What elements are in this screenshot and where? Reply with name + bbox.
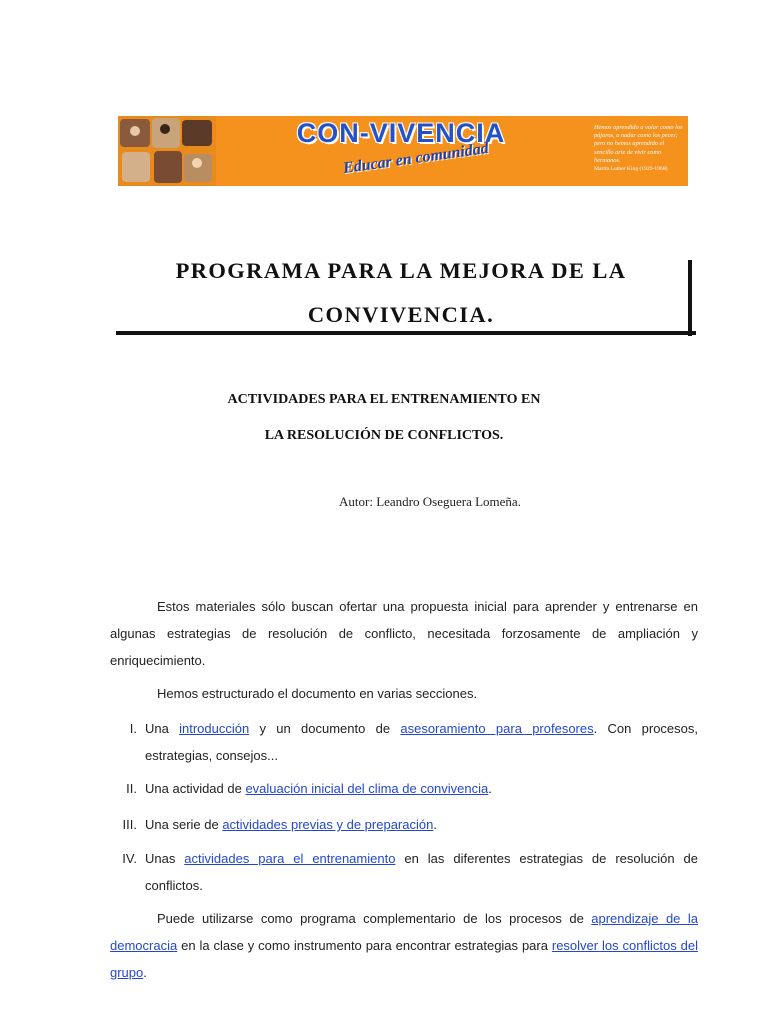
asesoramiento-link[interactable]: asesoramiento para profesores [400,721,594,736]
subtitle-line-1: ACTIVIDADES PARA EL ENTRENAMIENTO EN [227,392,541,407]
header-banner [118,116,688,186]
list-text: Una serie de actividades previas y de preparación. [145,817,437,832]
evaluacion-link[interactable]: evaluación inicial del clima de convivencia [245,781,489,796]
puzzle-photo-collage [118,116,216,186]
closing-paragraph: Puede utilizarse como programa complementario de los procesos de aprendizaje de la democracia en la clase y como instrumento para encontrar estrategias para resolver los conflictos del grupo. [110,911,698,980]
list-number: I. [129,721,137,736]
list-text: Unas actividades para el entrenamiento en las diferentes estrategias de resolución de conflictos. [145,851,699,893]
quote-author: Martin Luther King (1929-1968) [594,166,668,173]
list-text: Una actividad de evaluación inicial del clima de convivencia. [145,781,492,796]
title-border-right [688,260,692,336]
author-line: Autor: Leandro Oseguera Lomeña. [339,494,521,509]
document-title-line-2: CONVIVENCIA. [307,302,495,327]
banner-quote [594,124,684,173]
banner-subtitle: Educar en comunidad [342,139,490,178]
title-block [116,256,692,332]
subtitle-line-2: LA RESOLUCIÓN DE CONFLICTOS. [264,428,504,443]
title-border-bottom [116,331,696,335]
list-number: II. [126,781,137,796]
quote-text: Hemos aprendido a volar como los pájaros, a nadar como los peces; pero no hemos aprendido el sencillo arte de vivir como hermanos. [594,124,683,164]
structure-paragraph: Hemos estructurado el documento en varias secciones. [157,686,478,701]
actividades-previas-link[interactable]: actividades previas y de preparación [222,817,434,832]
banner-title: CON-VIVENCIA [296,118,506,148]
list-number: IV. [122,851,137,866]
list-number: III. [122,817,137,832]
actividades-entrenamiento-link[interactable]: actividades para el entrenamiento [184,851,396,866]
resolver-conflictos-link[interactable]: resolver los conflictos del grupo [110,938,698,980]
introduccion-link[interactable]: introducción [179,721,250,736]
aprendizaje-democracia-link[interactable]: aprendizaje de la democracia [110,911,698,953]
intro-paragraph: Estos materiales sólo buscan ofertar una propuesta inicial para aprender y entrenarse en algunas estrategias de resolución de conflicto, necesitada forzosamente de ampliación y enriquecimiento. [110,599,698,668]
document-title-line-1: PROGRAMA PARA LA MEJORA DE LA [175,258,627,283]
list-text: Una introducción y un documento de asesoramiento para profesores. Con procesos, estrategias, consejos... [145,721,698,763]
